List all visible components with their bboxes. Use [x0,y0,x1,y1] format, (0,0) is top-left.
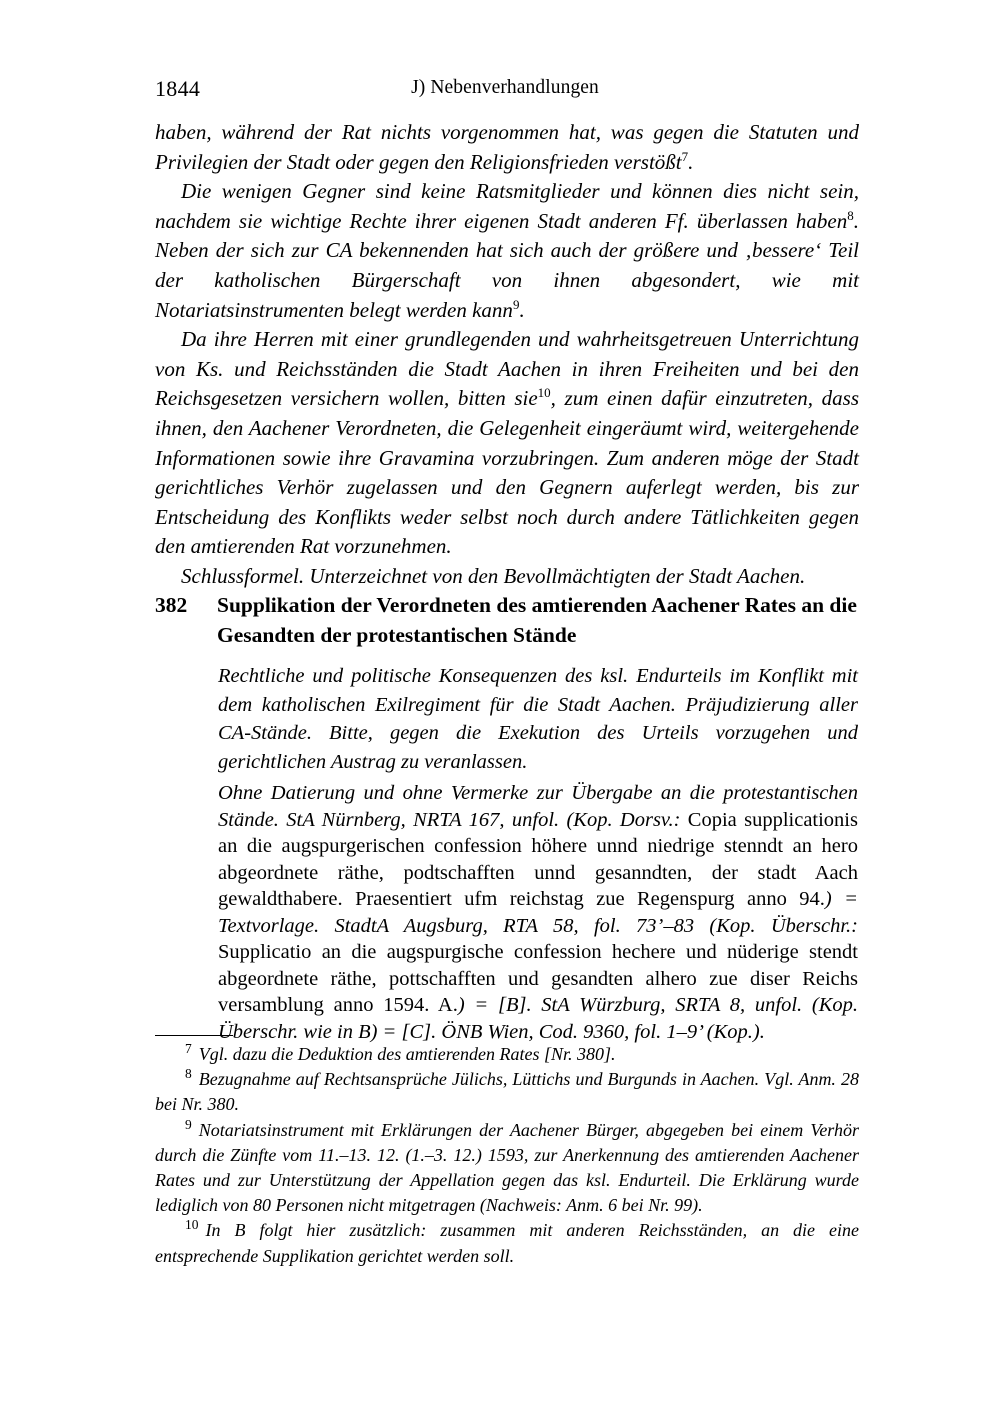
paragraph-gegner [155,177,859,325]
footnotes-block [155,1035,859,1269]
footnote-number: 10 [185,1217,199,1233]
footnote-10 [155,1218,859,1268]
paragraph-text: haben, während der Rat nichts vorgenommen hat, was gegen die Statuten und Privilegien der Stadt oder gegen den Religionsfrieden verstößt [155,120,859,174]
body-text-block [155,118,859,592]
footnote-text: Bezugnahme auf Rechtsansprüche Jülichs, Lüttichs und Burgunds in Aachen. Vgl. Anm. 28 bei Nr. 380. [155,1069,859,1115]
document-title: Supplikation der Verordneten des amtierenden Aachener Rates an die Gesandten der protestantischen Stände [217,593,857,647]
apparatus-segment-4: Supplicatio an die augspurgische confession hechere und nüderige stendt abgeordnete räthe, pottschafften und gesandten alhero zue diser Reichs versamblung anno 1594. A. [218,941,858,1016]
regest-block [218,662,858,776]
footnote-reference-9[interactable]: 9 [512,296,520,312]
paragraph-tail: . [519,297,525,322]
footnote-number: 7 [185,1041,192,1056]
footnote-separator-rule [155,1035,233,1036]
footnote-8 [155,1067,859,1117]
paragraph-text-b: . Neben der sich zur CA bekennenden hat sich auch der größere und ‚bessere‘ Teil der katholischen Bürgerschaft von ihnen abgesondert, wie mit Notariatsinstrumenten belegt werden kann [155,208,859,322]
apparatus-segment-3: ) = Textvorlage. StadtA Augsburg, RTA 58, fol. 73’–83 (Kop. Überschr.: [218,888,858,937]
footnote-9 [155,1118,859,1219]
apparatus-segment-5: ) = [B]. StA Würzburg, SRTA 8, unfol. (Kop. Überschr. wie in B) = [C]. ÖNB Wien, Cod. 9360, fol. 1–9’ (Kop.). [218,994,858,1043]
paragraph-schlussformel: Schlussformel. Unterzeichnet von den Bevollmächtigten der Stadt Aachen. [181,563,806,588]
footnote-number: 8 [185,1066,192,1082]
apparatus-segment-2: Copia supplicationis an die augspurgerischen confession höhere unnd niedrige stenndt an hero abgeordnete räthe, podtschafften unnd gesanndten, der stadt Aach gewaldthabere. Praesentiert ufm reichstag zue Regenspurg anno 94. [218,808,858,910]
footnote-reference-10[interactable]: 10 [537,385,551,401]
page-number: 1844 [155,76,201,101]
footnote-text: Notariatsinstrument mit Erklärungen der Aachener Bürger, abgegeben bei einem Verhör durch die Zünfte vom 11.–13. 12. (1.–3. 12.) 1593, zur Anerkennung des amtierenden Aachener Rates und zur Unterstützung der Appellation gegen das ksl. Endurteil. Die Erklärung wurde lediglich von 80 Personen nicht mitgetragen (Nachweis: Anm. 6 bei Nr. 99). [155,1119,859,1216]
source-apparatus [218,780,858,1045]
running-head [155,76,855,102]
paragraph-continued [155,118,859,177]
footnote-number: 9 [185,1116,192,1132]
document-heading [155,590,859,650]
footnote-7 [155,1042,859,1067]
footnote-text: In B folgt hier zusätzlich: zusammen mit anderen Reichsständen, an die eine entsprechende Supplikation gerichtet werden soll. [155,1220,859,1266]
footnote-reference-8[interactable]: 8 [847,207,854,223]
apparatus-segment-1: Ohne Datierung und ohne Vermerke zur Übergabe an die protestantischen Stände. StA Nürnberg, NRTA 167, unfol. (Kop. Dorsv.: [218,782,858,831]
paragraph-text-b: , zum einen dafür einzutreten, dass ihnen, den Aachener Verordneten, die Gelegenheit eingeräumt wird, weitergehende Informationen sowie ihre Gravamina vorzubringen. Zum anderen möge der Stadt gerichtliches Verhör zugelassen und den Gegnern auferlegt werden, bis zur Entscheidung des Konflikts weder selbst noch durch andere Tätlichkeiten gegen den amtierenden Rat vorzunehmen. [155,386,860,559]
paragraph-tail: . [688,149,694,174]
document-number: 382 [155,593,188,617]
footnote-text: Vgl. dazu die Deduktion des amtierenden Rates [Nr. 380]. [198,1044,616,1064]
footnote-reference-7[interactable]: 7 [681,148,689,164]
paragraph-text-a: Die wenigen Gegner sind keine Ratsmitglieder und können dies nicht sein, nachdem sie wichtige Rechte ihrer eigenen Stadt anderen Ff. überlassen haben [155,179,859,233]
apparatus-text [218,780,858,1045]
paragraph-herren [155,325,859,562]
regest-text: Rechtliche und politische Konsequenzen des ksl. Endurteils im Konflikt mit dem katholischen Exilregiment für die Stadt Aachen. Präjudizierung aller CA-Stände. Bitte, gegen die Exekution des Urteils vorzugehen und gerichtlichen Austrag zu veranlassen. [218,665,858,773]
running-title: J) Nebenverhandlungen [411,77,599,98]
paragraph-text-a: Da ihre Herren mit einer grundlegenden und wahrheitsgetreuen Unterrichtung von Ks. und Reichsständen die Stadt Aachen in ihren Freiheiten und bei den Reichsgesetzen versichern wollen, bitten sie [155,327,859,411]
